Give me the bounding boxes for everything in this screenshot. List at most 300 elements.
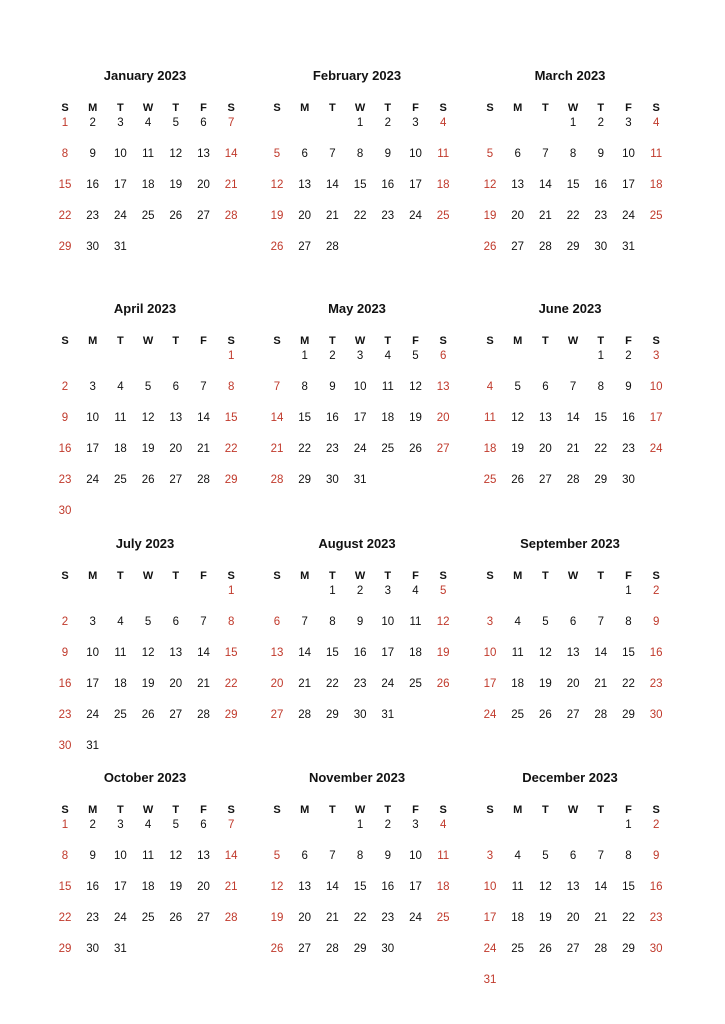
weekday-header: T (172, 335, 180, 347)
weekday-header: S (439, 570, 447, 582)
day-cell: 27 (511, 241, 525, 253)
day-cell: 15 (622, 881, 635, 893)
weekday-header: S (227, 102, 235, 114)
day-cell: 13 (270, 647, 284, 659)
day-cell: 8 (329, 616, 336, 628)
day-cell: 24 (86, 709, 100, 721)
day-cell: 30 (381, 943, 395, 955)
day-cell: 18 (141, 179, 155, 191)
day-cell: 31 (622, 241, 635, 253)
day-cell: 13 (169, 412, 183, 424)
day-cell: 22 (622, 678, 635, 690)
day-cell: 28 (594, 943, 608, 955)
day-cell: 24 (483, 709, 497, 721)
day-cell: 9 (89, 148, 96, 160)
day-cell: 12 (141, 412, 155, 424)
day-cell: 22 (353, 210, 367, 222)
day-cell: 3 (412, 117, 419, 129)
day-cell: 29 (622, 943, 635, 955)
day-cell: 6 (439, 350, 447, 362)
day-cell: 21 (325, 912, 339, 924)
day-cell: 25 (511, 943, 525, 955)
day-cell: 6 (514, 148, 521, 160)
day-cell: 10 (649, 381, 663, 393)
day-cell: 7 (597, 850, 604, 862)
day-cell: 23 (86, 912, 100, 924)
day-cell: 24 (649, 443, 663, 455)
day-cell: 22 (58, 210, 72, 222)
day-cell: 1 (597, 350, 604, 362)
day-cell: 26 (538, 943, 552, 955)
day-cell: 16 (325, 412, 339, 424)
weekday-header: F (412, 335, 419, 347)
day-cell: 22 (224, 678, 238, 690)
day-cell: 15 (622, 647, 635, 659)
day-cell: 27 (298, 943, 312, 955)
day-cell: 19 (511, 443, 525, 455)
day-cell: 27 (566, 943, 580, 955)
day-cell: 21 (197, 443, 210, 455)
day-cell: 3 (652, 350, 660, 362)
day-cell: 17 (483, 912, 497, 924)
day-cell: 23 (58, 709, 72, 721)
day-cell: 18 (649, 179, 663, 191)
weekday-header: M (88, 570, 98, 582)
day-cell: 16 (58, 443, 72, 455)
day-cell: 13 (511, 179, 525, 191)
day-cell: 16 (86, 179, 100, 191)
weekday-header: S (486, 102, 494, 114)
day-cell: 2 (652, 819, 660, 831)
day-cell: 11 (437, 148, 450, 160)
month-january (60, 68, 250, 288)
weekday-header: S (486, 570, 494, 582)
day-cell: 7 (597, 616, 604, 628)
day-cell: 20 (538, 443, 552, 455)
day-cell: 26 (270, 241, 284, 253)
day-cell: 27 (197, 210, 210, 222)
day-cell: 28 (224, 210, 238, 222)
month-title: July 2023 (115, 536, 175, 551)
day-cell: 5 (514, 381, 521, 393)
day-cell: 29 (58, 943, 72, 955)
day-cell: 15 (224, 412, 238, 424)
month-april (60, 301, 250, 521)
day-cell: 19 (141, 678, 155, 690)
day-cell: 10 (622, 148, 635, 160)
month-february (272, 68, 462, 288)
weekday-header: F (412, 102, 419, 114)
weekday-header: S (61, 335, 69, 347)
day-cell: 28 (197, 709, 210, 721)
month-september (485, 536, 675, 756)
day-cell: 25 (381, 443, 395, 455)
weekday-header: T (329, 804, 336, 816)
day-cell: 3 (384, 585, 391, 597)
month-title: August 2023 (318, 536, 396, 551)
day-cell: 17 (381, 647, 395, 659)
day-cell: 10 (483, 647, 497, 659)
weekday-header: T (384, 102, 392, 114)
day-cell: 23 (649, 678, 663, 690)
day-cell: 9 (329, 381, 336, 393)
day-cell: 30 (58, 740, 72, 752)
weekday-header: M (513, 335, 523, 347)
day-cell: 25 (409, 678, 422, 690)
day-cell: 18 (409, 647, 422, 659)
day-cell: 27 (298, 241, 312, 253)
day-cell: 3 (412, 819, 419, 831)
day-cell: 28 (270, 474, 284, 486)
weekday-header: M (88, 804, 98, 816)
month-july (60, 536, 250, 756)
weekday-header: S (486, 804, 494, 816)
weekday-header: M (513, 570, 523, 582)
day-cell: 10 (409, 850, 422, 862)
day-cell: 16 (594, 179, 608, 191)
month-november (272, 770, 462, 990)
weekday-header: F (412, 804, 419, 816)
day-cell: 22 (353, 912, 367, 924)
day-cell: 19 (169, 881, 183, 893)
day-cell: 9 (89, 850, 96, 862)
day-cell: 3 (89, 381, 96, 393)
weekday-header: F (200, 570, 207, 582)
day-cell: 20 (298, 912, 312, 924)
day-cell: 6 (301, 850, 308, 862)
day-cell: 12 (538, 647, 552, 659)
weekday-header: M (88, 102, 98, 114)
day-cell: 25 (511, 709, 525, 721)
day-cell: 27 (197, 912, 210, 924)
weekday-header: S (61, 804, 69, 816)
day-cell: 22 (594, 443, 608, 455)
day-cell: 14 (224, 148, 238, 160)
day-cell: 31 (483, 974, 497, 986)
day-cell: 19 (169, 179, 183, 191)
day-cell: 4 (144, 819, 152, 831)
day-cell: 3 (89, 616, 96, 628)
day-cell: 14 (566, 412, 580, 424)
day-cell: 7 (227, 819, 235, 831)
day-cell: 8 (625, 850, 632, 862)
day-cell: 15 (325, 647, 339, 659)
day-cell: 19 (270, 210, 284, 222)
day-cell: 12 (169, 148, 183, 160)
day-cell: 18 (436, 881, 450, 893)
day-cell: 9 (61, 647, 69, 659)
day-cell: 17 (86, 443, 100, 455)
weekday-header: S (227, 804, 235, 816)
weekday-header: M (88, 335, 98, 347)
day-cell: 25 (113, 709, 127, 721)
day-cell: 2 (356, 585, 364, 597)
day-cell: 30 (649, 943, 663, 955)
day-cell: 23 (58, 474, 72, 486)
day-cell: 9 (597, 148, 604, 160)
month-march (485, 68, 675, 288)
day-cell: 14 (594, 881, 608, 893)
day-cell: 21 (298, 678, 312, 690)
day-cell: 17 (409, 881, 422, 893)
day-cell: 11 (142, 148, 155, 160)
day-cell: 8 (61, 850, 69, 862)
day-cell: 4 (652, 117, 660, 129)
day-cell: 15 (566, 179, 580, 191)
day-cell: 18 (381, 412, 395, 424)
day-cell: 20 (169, 443, 183, 455)
day-cell: 22 (58, 912, 72, 924)
day-cell: 14 (594, 647, 608, 659)
day-cell: 28 (197, 474, 210, 486)
day-cell: 21 (594, 678, 608, 690)
day-cell: 7 (273, 381, 281, 393)
weekday-header: M (300, 570, 310, 582)
day-cell: 17 (649, 412, 663, 424)
day-cell: 14 (270, 412, 284, 424)
day-cell: 2 (597, 117, 604, 129)
day-cell: 26 (538, 709, 552, 721)
day-cell: 14 (298, 647, 312, 659)
day-cell: 7 (329, 850, 336, 862)
day-cell: 2 (61, 381, 69, 393)
weekday-header: T (542, 102, 549, 114)
day-cell: 9 (625, 381, 632, 393)
day-cell: 9 (652, 850, 660, 862)
day-cell: 23 (622, 443, 635, 455)
weekday-header: T (117, 804, 124, 816)
weekday-header: W (354, 102, 366, 114)
month-title: May 2023 (328, 301, 386, 316)
day-cell: 17 (622, 179, 635, 191)
day-cell: 29 (622, 709, 635, 721)
day-cell: 5 (486, 148, 494, 160)
day-cell: 1 (569, 117, 577, 129)
day-cell: 12 (141, 647, 155, 659)
day-cell: 6 (301, 148, 308, 160)
day-cell: 2 (61, 616, 69, 628)
day-cell: 2 (625, 350, 632, 362)
day-cell: 12 (538, 881, 552, 893)
weekday-header: F (625, 570, 632, 582)
day-cell: 8 (227, 616, 235, 628)
day-cell: 26 (169, 210, 183, 222)
weekday-header: F (200, 102, 207, 114)
weekday-header: T (542, 335, 549, 347)
day-cell: 11 (114, 647, 127, 659)
day-cell: 16 (649, 881, 663, 893)
weekday-header: T (384, 570, 392, 582)
day-cell: 24 (483, 943, 497, 955)
day-cell: 20 (511, 210, 525, 222)
weekday-header: T (329, 570, 336, 582)
weekday-header: W (142, 804, 154, 816)
day-cell: 14 (538, 179, 552, 191)
day-cell: 20 (197, 881, 210, 893)
day-cell: 20 (169, 678, 183, 690)
day-cell: 27 (169, 709, 183, 721)
weekday-header: T (542, 570, 549, 582)
day-cell: 24 (353, 443, 367, 455)
month-december (485, 770, 675, 990)
day-cell: 11 (484, 412, 496, 424)
weekday-header: T (384, 804, 392, 816)
day-cell: 2 (384, 117, 391, 129)
day-cell: 3 (117, 117, 124, 129)
day-cell: 14 (197, 412, 210, 424)
day-cell: 26 (141, 709, 155, 721)
weekday-header: T (117, 102, 124, 114)
day-cell: 25 (141, 210, 155, 222)
day-cell: 23 (381, 210, 395, 222)
weekday-header: S (652, 570, 660, 582)
weekday-header: W (567, 570, 579, 582)
month-title: December 2023 (522, 770, 618, 785)
day-cell: 12 (270, 179, 284, 191)
month-title: February 2023 (312, 68, 402, 83)
weekday-header: M (300, 102, 310, 114)
weekday-header: S (227, 570, 235, 582)
day-cell: 21 (594, 912, 608, 924)
day-cell: 6 (569, 616, 577, 628)
day-cell: 10 (381, 616, 395, 628)
day-cell: 30 (58, 505, 72, 517)
day-cell: 23 (649, 912, 663, 924)
day-cell: 19 (270, 912, 284, 924)
day-cell: 11 (409, 616, 422, 628)
day-cell: 17 (86, 678, 100, 690)
day-cell: 11 (381, 381, 394, 393)
day-cell: 28 (298, 709, 312, 721)
day-cell: 30 (622, 474, 635, 486)
weekday-header: T (117, 335, 124, 347)
day-cell: 13 (566, 647, 580, 659)
month-title: June 2023 (538, 301, 602, 316)
day-cell: 23 (86, 210, 100, 222)
day-cell: 29 (353, 943, 367, 955)
day-cell: 8 (61, 148, 69, 160)
weekday-header: T (172, 102, 180, 114)
day-cell: 14 (197, 647, 210, 659)
day-cell: 27 (566, 709, 580, 721)
day-cell: 26 (409, 443, 422, 455)
day-cell: 17 (409, 179, 422, 191)
weekday-header: S (227, 335, 235, 347)
day-cell: 4 (439, 819, 447, 831)
day-cell: 4 (144, 117, 152, 129)
day-cell: 30 (325, 474, 339, 486)
day-cell: 1 (356, 819, 364, 831)
weekday-header: T (542, 804, 549, 816)
day-cell: 21 (224, 881, 238, 893)
weekday-header: T (597, 102, 605, 114)
day-cell: 17 (483, 678, 497, 690)
day-cell: 22 (325, 678, 339, 690)
day-cell: 6 (172, 616, 179, 628)
weekday-header: W (142, 335, 154, 347)
weekday-header: F (200, 804, 207, 816)
day-cell: 31 (381, 709, 395, 721)
day-cell: 24 (113, 912, 127, 924)
day-cell: 10 (483, 881, 497, 893)
day-cell: 16 (353, 647, 367, 659)
day-cell: 1 (356, 117, 364, 129)
month-title: November 2023 (308, 770, 406, 785)
day-cell: 5 (273, 850, 281, 862)
day-cell: 21 (270, 443, 284, 455)
day-cell: 19 (538, 678, 552, 690)
day-cell: 10 (409, 148, 422, 160)
day-cell: 20 (298, 210, 312, 222)
day-cell: 21 (325, 210, 339, 222)
weekday-header: W (354, 804, 366, 816)
day-cell: 21 (566, 443, 580, 455)
day-cell: 4 (412, 585, 419, 597)
weekday-header: W (142, 102, 154, 114)
day-cell: 16 (381, 881, 395, 893)
day-cell: 3 (117, 819, 124, 831)
weekday-header: M (513, 804, 523, 816)
day-cell: 4 (117, 616, 124, 628)
day-cell: 15 (298, 412, 312, 424)
day-cell: 7 (301, 616, 308, 628)
day-cell: 15 (594, 412, 608, 424)
day-cell: 17 (353, 412, 367, 424)
day-cell: 24 (381, 678, 395, 690)
day-cell: 26 (141, 474, 155, 486)
weekday-header: W (567, 804, 579, 816)
day-cell: 30 (594, 241, 608, 253)
day-cell: 4 (117, 381, 124, 393)
month-title: October 2023 (103, 770, 187, 785)
day-cell: 14 (224, 850, 238, 862)
day-cell: 24 (409, 210, 422, 222)
day-cell: 5 (144, 381, 152, 393)
day-cell: 21 (197, 678, 210, 690)
weekday-header: M (513, 102, 523, 114)
day-cell: 25 (436, 210, 450, 222)
day-cell: 11 (650, 148, 663, 160)
weekday-header: S (273, 570, 281, 582)
day-cell: 22 (298, 443, 312, 455)
day-cell: 12 (409, 381, 422, 393)
day-cell: 11 (511, 881, 524, 893)
month-may (272, 301, 462, 521)
day-cell: 7 (200, 616, 207, 628)
day-cell: 27 (436, 443, 450, 455)
weekday-header: S (61, 102, 69, 114)
day-cell: 2 (384, 819, 391, 831)
day-cell: 10 (113, 850, 127, 862)
day-cell: 27 (538, 474, 552, 486)
day-cell: 7 (542, 148, 549, 160)
day-cell: 12 (483, 179, 497, 191)
day-cell: 29 (594, 474, 608, 486)
day-cell: 18 (511, 912, 525, 924)
day-cell: 13 (538, 412, 552, 424)
day-cell: 26 (436, 678, 450, 690)
day-cell: 10 (86, 412, 100, 424)
day-cell: 24 (622, 210, 635, 222)
weekday-header: S (652, 804, 660, 816)
day-cell: 1 (61, 117, 69, 129)
month-june (485, 301, 675, 521)
day-cell: 13 (298, 179, 312, 191)
day-cell: 16 (649, 647, 663, 659)
day-cell: 22 (224, 443, 238, 455)
weekday-header: S (273, 804, 281, 816)
month-october (60, 770, 250, 990)
